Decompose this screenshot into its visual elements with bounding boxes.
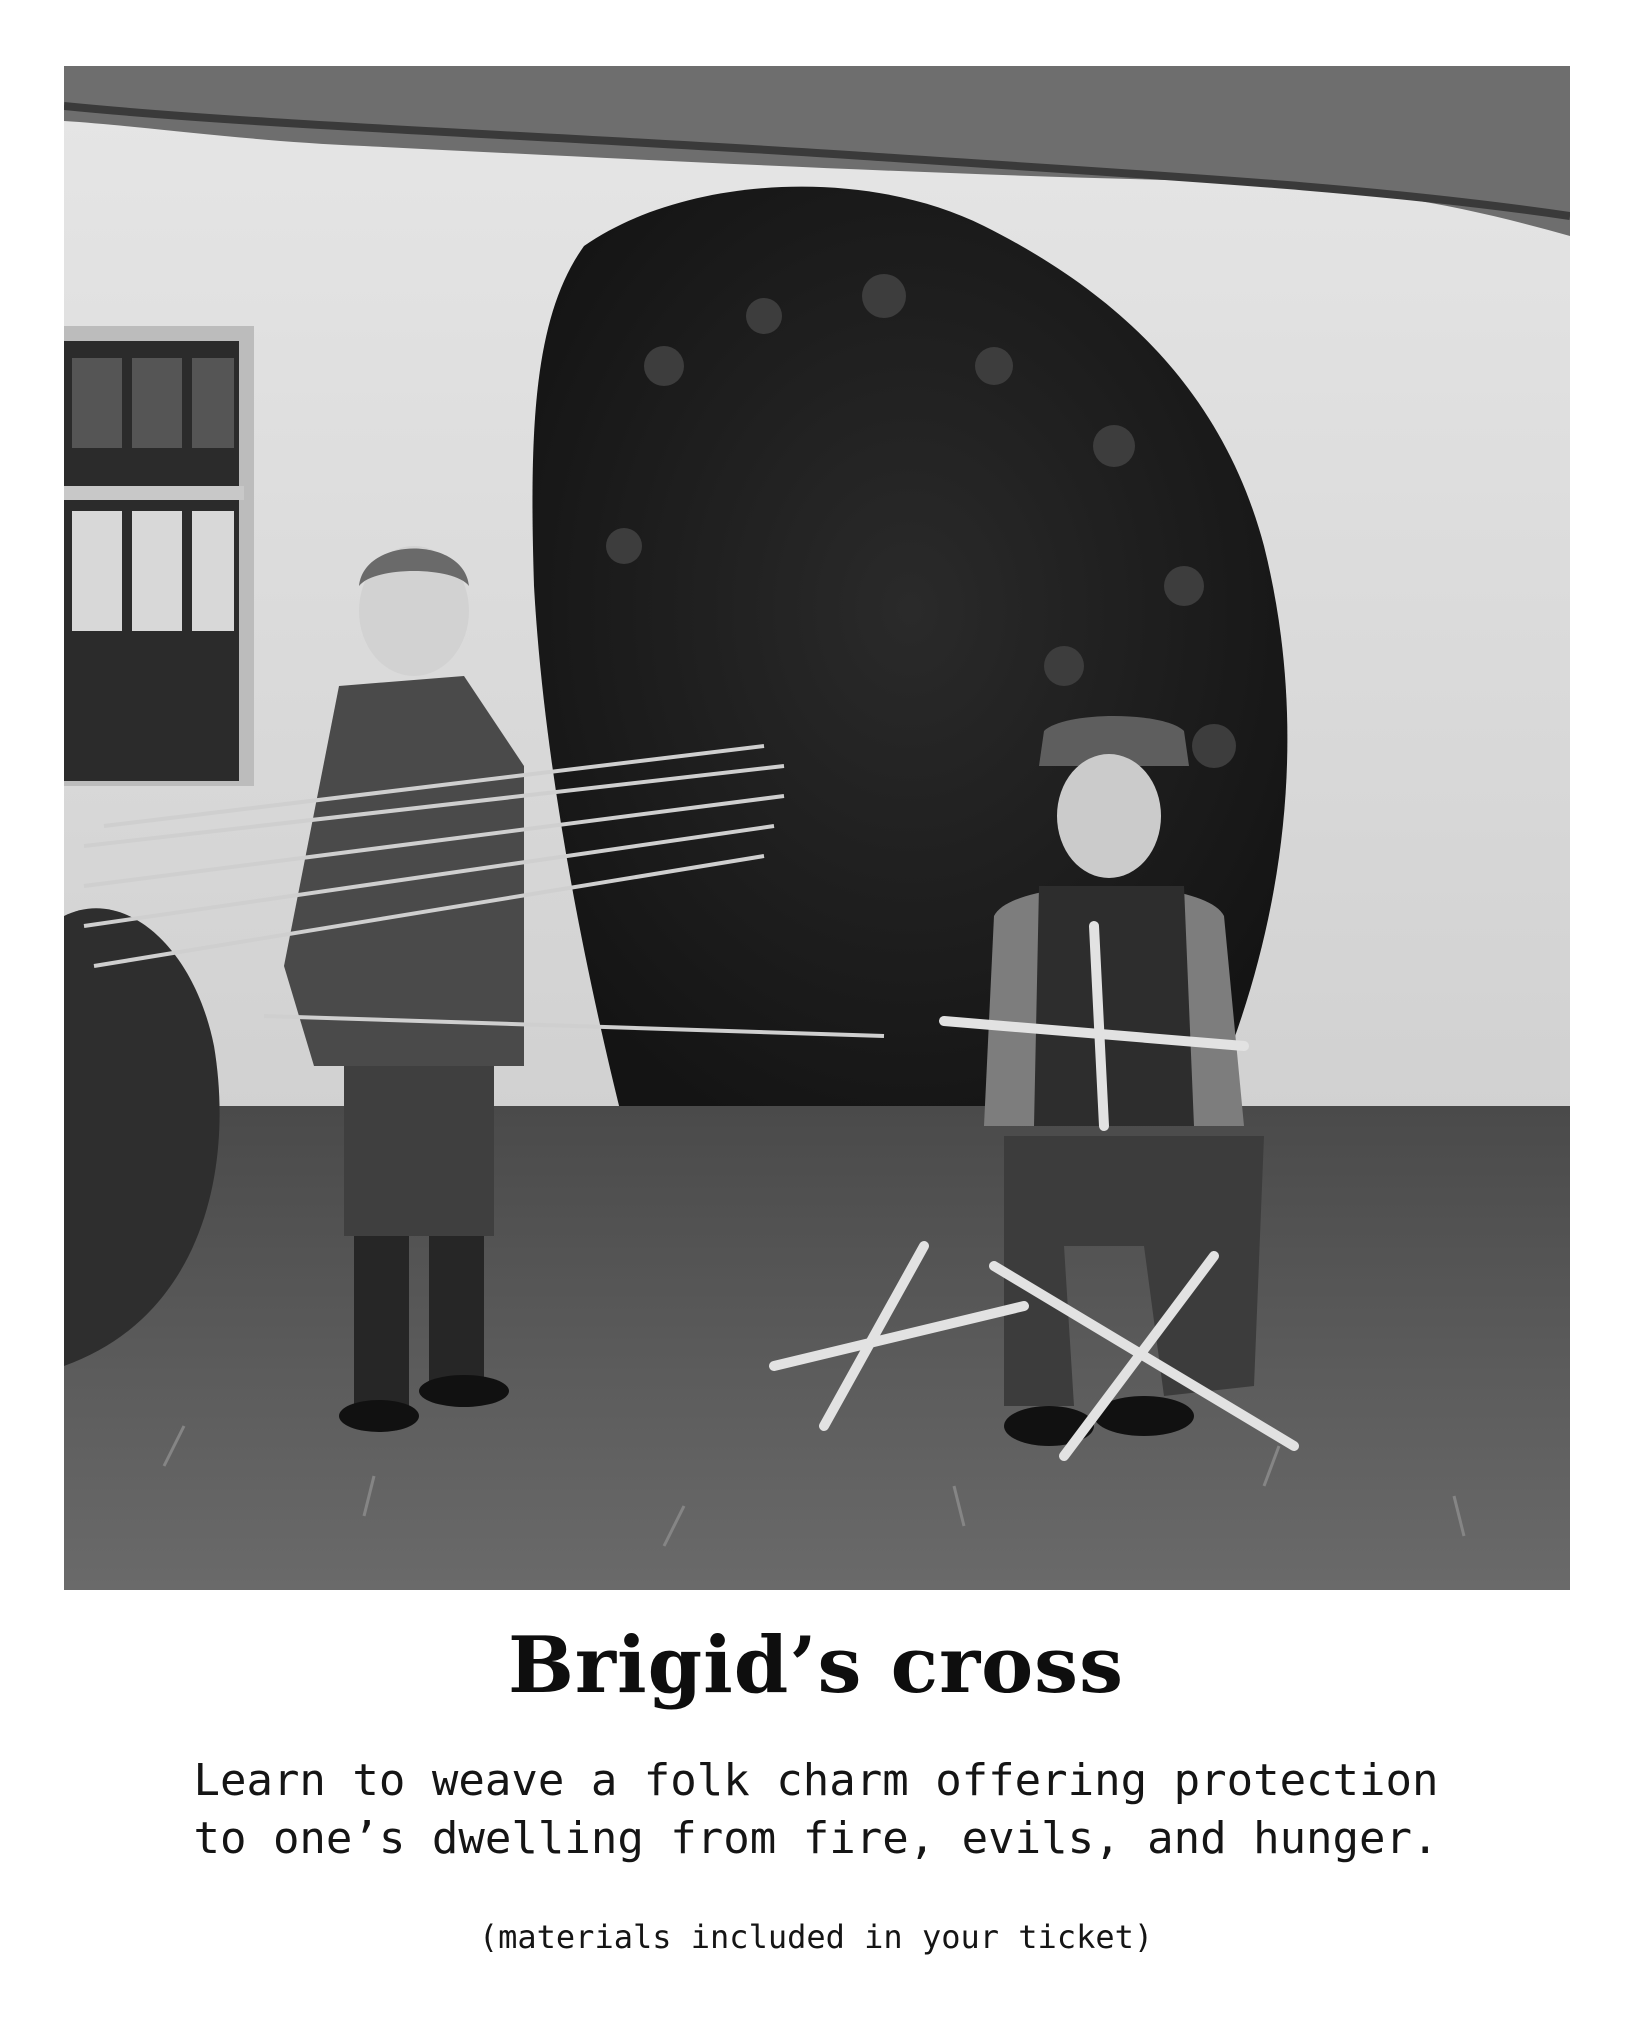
- window: [64, 326, 254, 786]
- description-line-1: Learn to weave a folk charm offering protection: [193, 1755, 1439, 1806]
- materials-note: (materials included in your ticket): [478, 1918, 1154, 1956]
- event-description: [0, 1752, 1632, 1868]
- photo-illustration: [64, 66, 1570, 1590]
- archival-photo: [64, 66, 1570, 1590]
- description-line-2: to one’s dwelling from fire, evils, and hunger.: [193, 1813, 1439, 1864]
- grass: [64, 1106, 1570, 1590]
- event-title: Brigid’s cross: [507, 1620, 1125, 1711]
